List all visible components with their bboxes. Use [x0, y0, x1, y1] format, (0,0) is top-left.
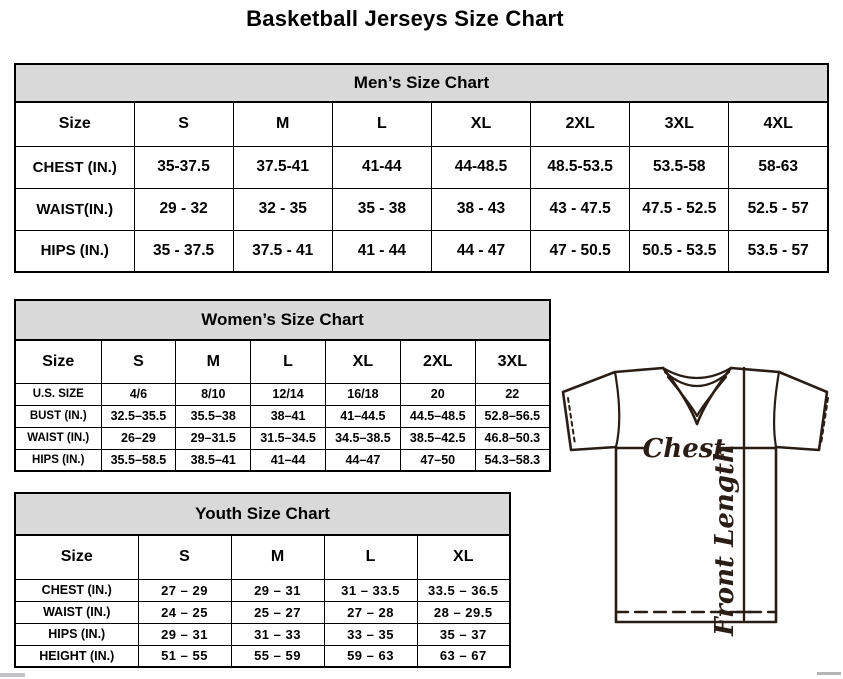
youth-value-cell: 33 – 35	[324, 623, 417, 645]
men-value-cell: 43 - 47.5	[531, 188, 630, 230]
mens-size-table	[14, 63, 829, 273]
women-table-row	[15, 449, 550, 471]
men-value-cell: 29 - 32	[134, 188, 233, 230]
women-value-cell: 38.5–41	[176, 449, 251, 471]
youth-value-cell: 24 – 25	[138, 601, 231, 623]
men-size-col-4xl: 4XL	[729, 102, 828, 146]
men-value-cell: 52.5 - 57	[729, 188, 828, 230]
men-table-row	[15, 146, 828, 188]
youth-value-cell: 29 – 31	[231, 579, 324, 601]
men-value-cell: 35-37.5	[134, 146, 233, 188]
jersey-vneck-inner	[668, 377, 726, 416]
men-value-cell: 48.5-53.5	[531, 146, 630, 188]
men-size-col-3xl: 3XL	[630, 102, 729, 146]
women-value-cell: 54.3–58.3	[475, 449, 550, 471]
youth-value-cell: 31 – 33	[231, 623, 324, 645]
men-row-label: HIPS (IN.)	[15, 230, 134, 272]
women-value-cell: 12/14	[251, 383, 326, 405]
women-row-label: U.S. SIZE	[15, 383, 101, 405]
youth-value-cell: 27 – 28	[324, 601, 417, 623]
jersey-left-seam	[615, 372, 619, 447]
jersey-outline-shape	[563, 368, 827, 622]
women-value-cell: 32.5–35.5	[101, 405, 176, 427]
men-size-col-xl: XL	[431, 102, 530, 146]
youth-value-cell: 63 – 67	[417, 645, 510, 667]
men-value-cell: 47 - 50.5	[531, 230, 630, 272]
women-size-col-l: L	[251, 340, 326, 383]
women-value-cell: 31.5–34.5	[251, 427, 326, 449]
men-value-cell: 41-44	[332, 146, 431, 188]
youth-size-table	[14, 492, 511, 668]
front-length-label: Front Length	[710, 444, 740, 636]
men-table-row	[15, 230, 828, 272]
men-value-cell: 32 - 35	[233, 188, 332, 230]
women-value-cell: 44–47	[325, 449, 400, 471]
women-table-title: Women’s Size Chart	[15, 300, 550, 340]
men-size-col-m: M	[233, 102, 332, 146]
women-row-label: WAIST (IN.)	[15, 427, 101, 449]
men-size-col-l: L	[332, 102, 431, 146]
youth-size-header: Size	[15, 535, 138, 579]
jersey-diagram-svg	[556, 350, 840, 662]
men-value-cell: 53.5 - 57	[729, 230, 828, 272]
women-row-label: BUST (IN.)	[15, 405, 101, 427]
women-value-cell: 35.5–38	[176, 405, 251, 427]
womens-size-table	[14, 299, 551, 472]
jersey-collar-arc-outer	[663, 368, 731, 378]
youth-value-cell: 27 – 29	[138, 579, 231, 601]
youth-value-cell: 35 – 37	[417, 623, 510, 645]
youth-size-col-xl: XL	[417, 535, 510, 579]
men-value-cell: 38 - 43	[431, 188, 530, 230]
youth-value-cell: 25 – 27	[231, 601, 324, 623]
women-size-col-3xl: 3XL	[475, 340, 550, 383]
men-value-cell: 44-48.5	[431, 146, 530, 188]
horizontal-scrollbar-fragment-left[interactable]	[0, 673, 25, 677]
women-row-label: HIPS (IN.)	[15, 449, 101, 471]
women-value-cell: 35.5–58.5	[101, 449, 176, 471]
youth-size-col-m: M	[231, 535, 324, 579]
youth-value-cell: 55 – 59	[231, 645, 324, 667]
jersey-measurement-diagram	[556, 350, 840, 662]
youth-value-cell: 29 – 31	[138, 623, 231, 645]
men-value-cell: 35 - 38	[332, 188, 431, 230]
youth-value-cell: 28 – 29.5	[417, 601, 510, 623]
women-value-cell: 44.5–48.5	[400, 405, 475, 427]
women-value-cell: 29–31.5	[176, 427, 251, 449]
page-title: Basketball Jerseys Size Chart	[246, 6, 564, 31]
youth-row-label: WAIST (IN.)	[15, 601, 138, 623]
women-value-cell: 8/10	[176, 383, 251, 405]
women-value-cell: 38–41	[251, 405, 326, 427]
youth-row-label: CHEST (IN.)	[15, 579, 138, 601]
youth-value-cell: 51 – 55	[138, 645, 231, 667]
men-row-label: CHEST (IN.)	[15, 146, 134, 188]
men-value-cell: 58-63	[729, 146, 828, 188]
women-value-cell: 46.8–50.3	[475, 427, 550, 449]
youth-value-cell: 31 – 33.5	[324, 579, 417, 601]
youth-table-row	[15, 623, 510, 645]
men-value-cell: 53.5-58	[630, 146, 729, 188]
chest-label: Chest	[642, 434, 726, 464]
men-row-label: WAIST(IN.)	[15, 188, 134, 230]
women-value-cell: 52.8–56.5	[475, 405, 550, 427]
women-size-col-2xl: 2XL	[400, 340, 475, 383]
youth-table-title: Youth Size Chart	[15, 493, 510, 535]
women-value-cell: 4/6	[101, 383, 176, 405]
jersey-right-seam	[774, 372, 779, 447]
horizontal-scrollbar-fragment-right[interactable]	[817, 672, 841, 675]
men-value-cell: 50.5 - 53.5	[630, 230, 729, 272]
youth-value-cell: 59 – 63	[324, 645, 417, 667]
women-size-col-s: S	[101, 340, 176, 383]
women-size-header: Size	[15, 340, 101, 383]
women-size-col-xl: XL	[325, 340, 400, 383]
men-table-title: Men’s Size Chart	[15, 64, 828, 102]
women-table-row	[15, 427, 550, 449]
youth-row-label: HEIGHT (IN.)	[15, 645, 138, 667]
men-value-cell: 47.5 - 52.5	[630, 188, 729, 230]
men-value-cell: 37.5 - 41	[233, 230, 332, 272]
youth-table-row	[15, 579, 510, 601]
men-value-cell: 41 - 44	[332, 230, 431, 272]
women-value-cell: 20	[400, 383, 475, 405]
women-table-row	[15, 383, 550, 405]
youth-value-cell: 33.5 – 36.5	[417, 579, 510, 601]
women-value-cell: 38.5–42.5	[400, 427, 475, 449]
women-value-cell: 41–44.5	[325, 405, 400, 427]
women-value-cell: 16/18	[325, 383, 400, 405]
women-value-cell: 26–29	[101, 427, 176, 449]
men-size-col-s: S	[134, 102, 233, 146]
youth-row-label: HIPS (IN.)	[15, 623, 138, 645]
women-value-cell: 41–44	[251, 449, 326, 471]
women-value-cell: 47–50	[400, 449, 475, 471]
men-value-cell: 37.5-41	[233, 146, 332, 188]
women-value-cell: 22	[475, 383, 550, 405]
youth-table-row	[15, 601, 510, 623]
women-value-cell: 34.5–38.5	[325, 427, 400, 449]
men-value-cell: 35 - 37.5	[134, 230, 233, 272]
men-table-row	[15, 188, 828, 230]
men-value-cell: 44 - 47	[431, 230, 530, 272]
men-size-header: Size	[15, 102, 134, 146]
men-size-col-2xl: 2XL	[531, 102, 630, 146]
women-size-col-m: M	[176, 340, 251, 383]
youth-size-col-s: S	[138, 535, 231, 579]
youth-table-row	[15, 645, 510, 667]
youth-size-col-l: L	[324, 535, 417, 579]
women-table-row	[15, 405, 550, 427]
